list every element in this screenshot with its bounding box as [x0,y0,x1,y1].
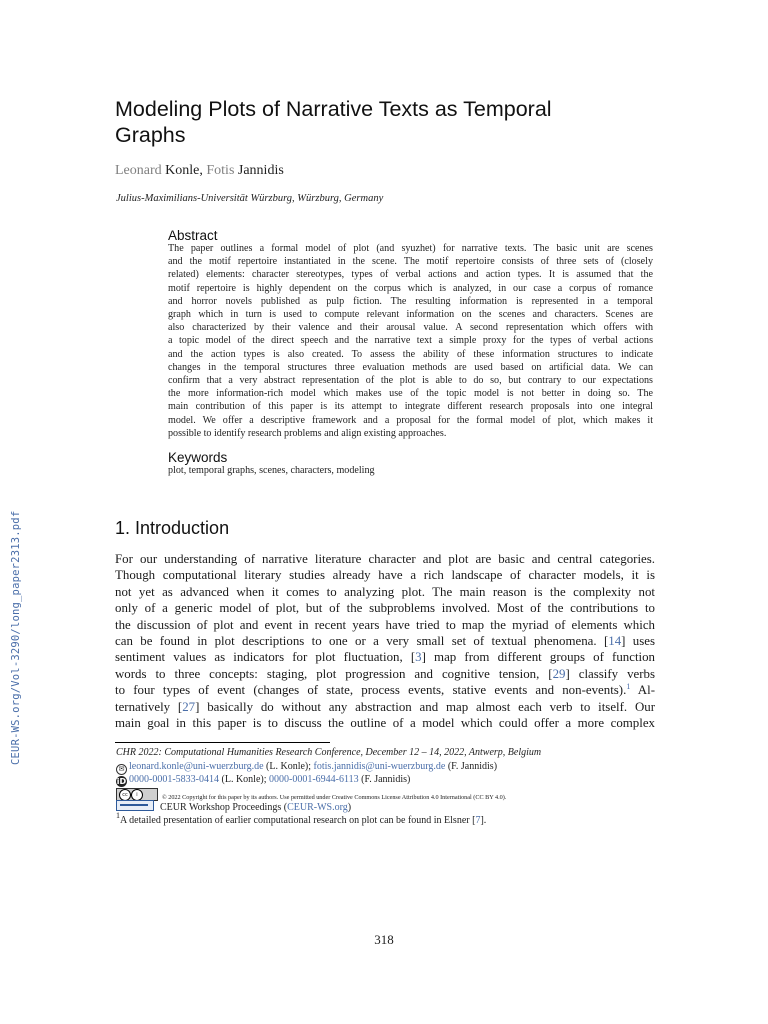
author-first-name: Fotis [206,163,235,178]
abstract-line: main contribution of this paper is its attempt to integrate different research proposals into one integral [168,401,653,413]
body-line [115,666,655,682]
abstract-line: confirm that a very abstract representation of the plot is able to do so, but contrary to our expectations [168,375,653,387]
body-line [115,699,655,715]
text-run: ] classify verbs [565,666,655,681]
footnote-text: ]. [480,815,487,826]
body-line [115,649,655,665]
body-line: main goal in this paper is to discuss the outline of a model which could offer a more complex [115,716,655,731]
abstract-line: and horror novels published as pulp fiction. The resulting information is represented in a temporal [168,295,653,307]
abstract-line: possible to identify research problems and align existing approaches. [168,427,447,439]
ceur-text: CEUR Workshop Proceedings ( [160,802,288,813]
envelope-icon: ✉ [116,764,127,775]
text-run: words to three concepts: staging, plot progression and cognitive tension, [ [115,666,553,681]
title-line-2: Graphs [115,123,186,147]
ceur-footnote [116,800,351,813]
abstract-line: also characterized by their valence and their arousal value. A second representation which offers with [168,322,653,334]
text-run: Al- [630,683,655,698]
citation-link[interactable]: 3 [415,650,422,665]
introduction-body [115,551,655,731]
body-line [115,633,655,649]
orcid-link-konle[interactable]: 0000-0001-5833-0414 [129,774,219,785]
sidebar-pdf-url[interactable]: CEUR-WS.org/Vol-3290/long_paper2313.pdf [10,510,22,765]
abstract-line: and the motif repertoire instantiated in the scene. The motif repertoire consists of three sets of (closely [168,256,653,268]
author-last-name: Jannidis [237,163,284,178]
orcid-footnote [116,774,410,787]
abstract-line: motif repertoire is highly dependent on the corpus which is analyzed, in our case a corpus of romance [168,282,653,294]
abstract-heading: Abstract [168,228,218,243]
page-number: 318 [374,932,394,947]
section-heading-introduction: 1. Introduction [115,518,230,538]
author-last-name: Konle, [165,163,203,178]
author-first-name: Leonard [115,163,162,178]
body-line: the discussion of plot and event in recent years have tried to map the myriad of elements which [115,617,655,632]
cc-by-license-icon: cc i [116,788,158,801]
email-link-jannidis[interactable]: fotis.jannidis@uni-wuerzburg.de [313,761,446,772]
abstract-line: related) elements: character stereotypes, types of verbal actions and action types. It is assumed that the [168,269,653,281]
citation-link[interactable]: 14 [608,634,622,649]
author-list [115,163,284,179]
footnote-text: A detailed presentation of earlier computational research on plot can be found in Elsner [ [120,815,476,826]
text-run: ] basically do without any abstraction and map almost each verb to itself. Our [195,699,655,714]
abstract-line: model. We offer a descriptive framework and a proposal for the formal model of plot, which makes it [168,414,653,426]
abstract-line: The paper outlines a formal model of plot (and syuzhet) for narrative texts. The basic unit are scenes [168,243,653,254]
conference-footnote: CHR 2022: Computational Humanities Research Conference, December 12 – 14, 2022, Antwerp, Belgium [116,747,542,758]
orcid-owner: (L. Konle); [219,774,269,785]
abstract-line: changes in the temporal structures three evaluation methods are used based on artificial data. We can [168,361,653,373]
abstract-body [168,242,653,440]
footnote-1 [116,811,487,826]
body-line [115,682,655,698]
body-line: Though computational literary studies already have a rich landscape of character models, it is [115,568,655,583]
ceur-text: ) [347,802,352,813]
ceur-logo-icon [116,800,154,811]
text-run: ] map from different groups of function [421,650,656,665]
affiliation: Julius-Maximilians-Universität Würzburg, Würzburg, Germany [116,193,384,204]
abstract-line: a topic model of the direct speech and the narrative text a simple proxy for the types of verbal actions [168,335,653,347]
body-line: not yet as advanced when it comes to analyzing plot. The main reason is the complexity not [115,584,655,599]
body-line: For our understanding of narrative literature character and plot are basic and central categories. [115,552,655,566]
abstract-line: graph which in turn is used to compute relevant information on the scenes and characters. Scenes are [168,309,653,321]
paper-title [115,96,675,148]
text-run: sentiment values as indicators for plot fluctuation, [ [115,650,416,665]
orcid-icon: iD [116,777,127,786]
text-run: ternatively [ [115,699,183,714]
email-owner: (F. Jannidis) [445,761,498,772]
orcid-owner: (F. Jannidis) [358,774,411,785]
text-run: to four types of event (changes of state, process events, stative events and non-events). [115,683,627,698]
citation-link[interactable]: 29 [552,666,566,681]
orcid-link-jannidis[interactable]: 0000-0001-6944-6113 [269,774,359,785]
body-line: only of a generic model of plot, but of the subproblems involved. Most of the contributions to [115,601,655,616]
footnote-marker[interactable]: 1 [626,682,631,692]
email-footnote [116,761,497,775]
citation-link[interactable]: 27 [182,699,196,714]
text-run: can be found in plot descriptions to one or a very small set of textual phenomena. [ [115,634,609,649]
text-run: ] uses [621,634,655,649]
keywords-list: plot, temporal graphs, scenes, characters, modeling [168,465,375,476]
abstract-line: the more information-rich model which makes use of the topic model is not better in doing so. The [168,388,653,400]
email-owner: (L. Konle); [263,761,314,772]
ceur-link[interactable]: CEUR-WS.org [287,802,348,813]
footnote-number: 1 [116,811,120,820]
email-link-konle[interactable]: leonard.konle@uni-wuerzburg.de [129,761,264,772]
keywords-heading: Keywords [168,450,228,465]
footnote-divider [115,742,330,743]
copyright-text: © 2022 Copyright for this paper by its authors. Use permitted under Creative Commons License Attribution 4.0 International (CC BY 4.0). [162,794,507,801]
citation-link[interactable]: 7 [475,815,481,826]
abstract-line: and the action types is also created. To assess the ability of these information structures to indicate [168,348,653,360]
title-line-1: Modeling Plots of Narrative Texts as Temporal [115,97,552,121]
